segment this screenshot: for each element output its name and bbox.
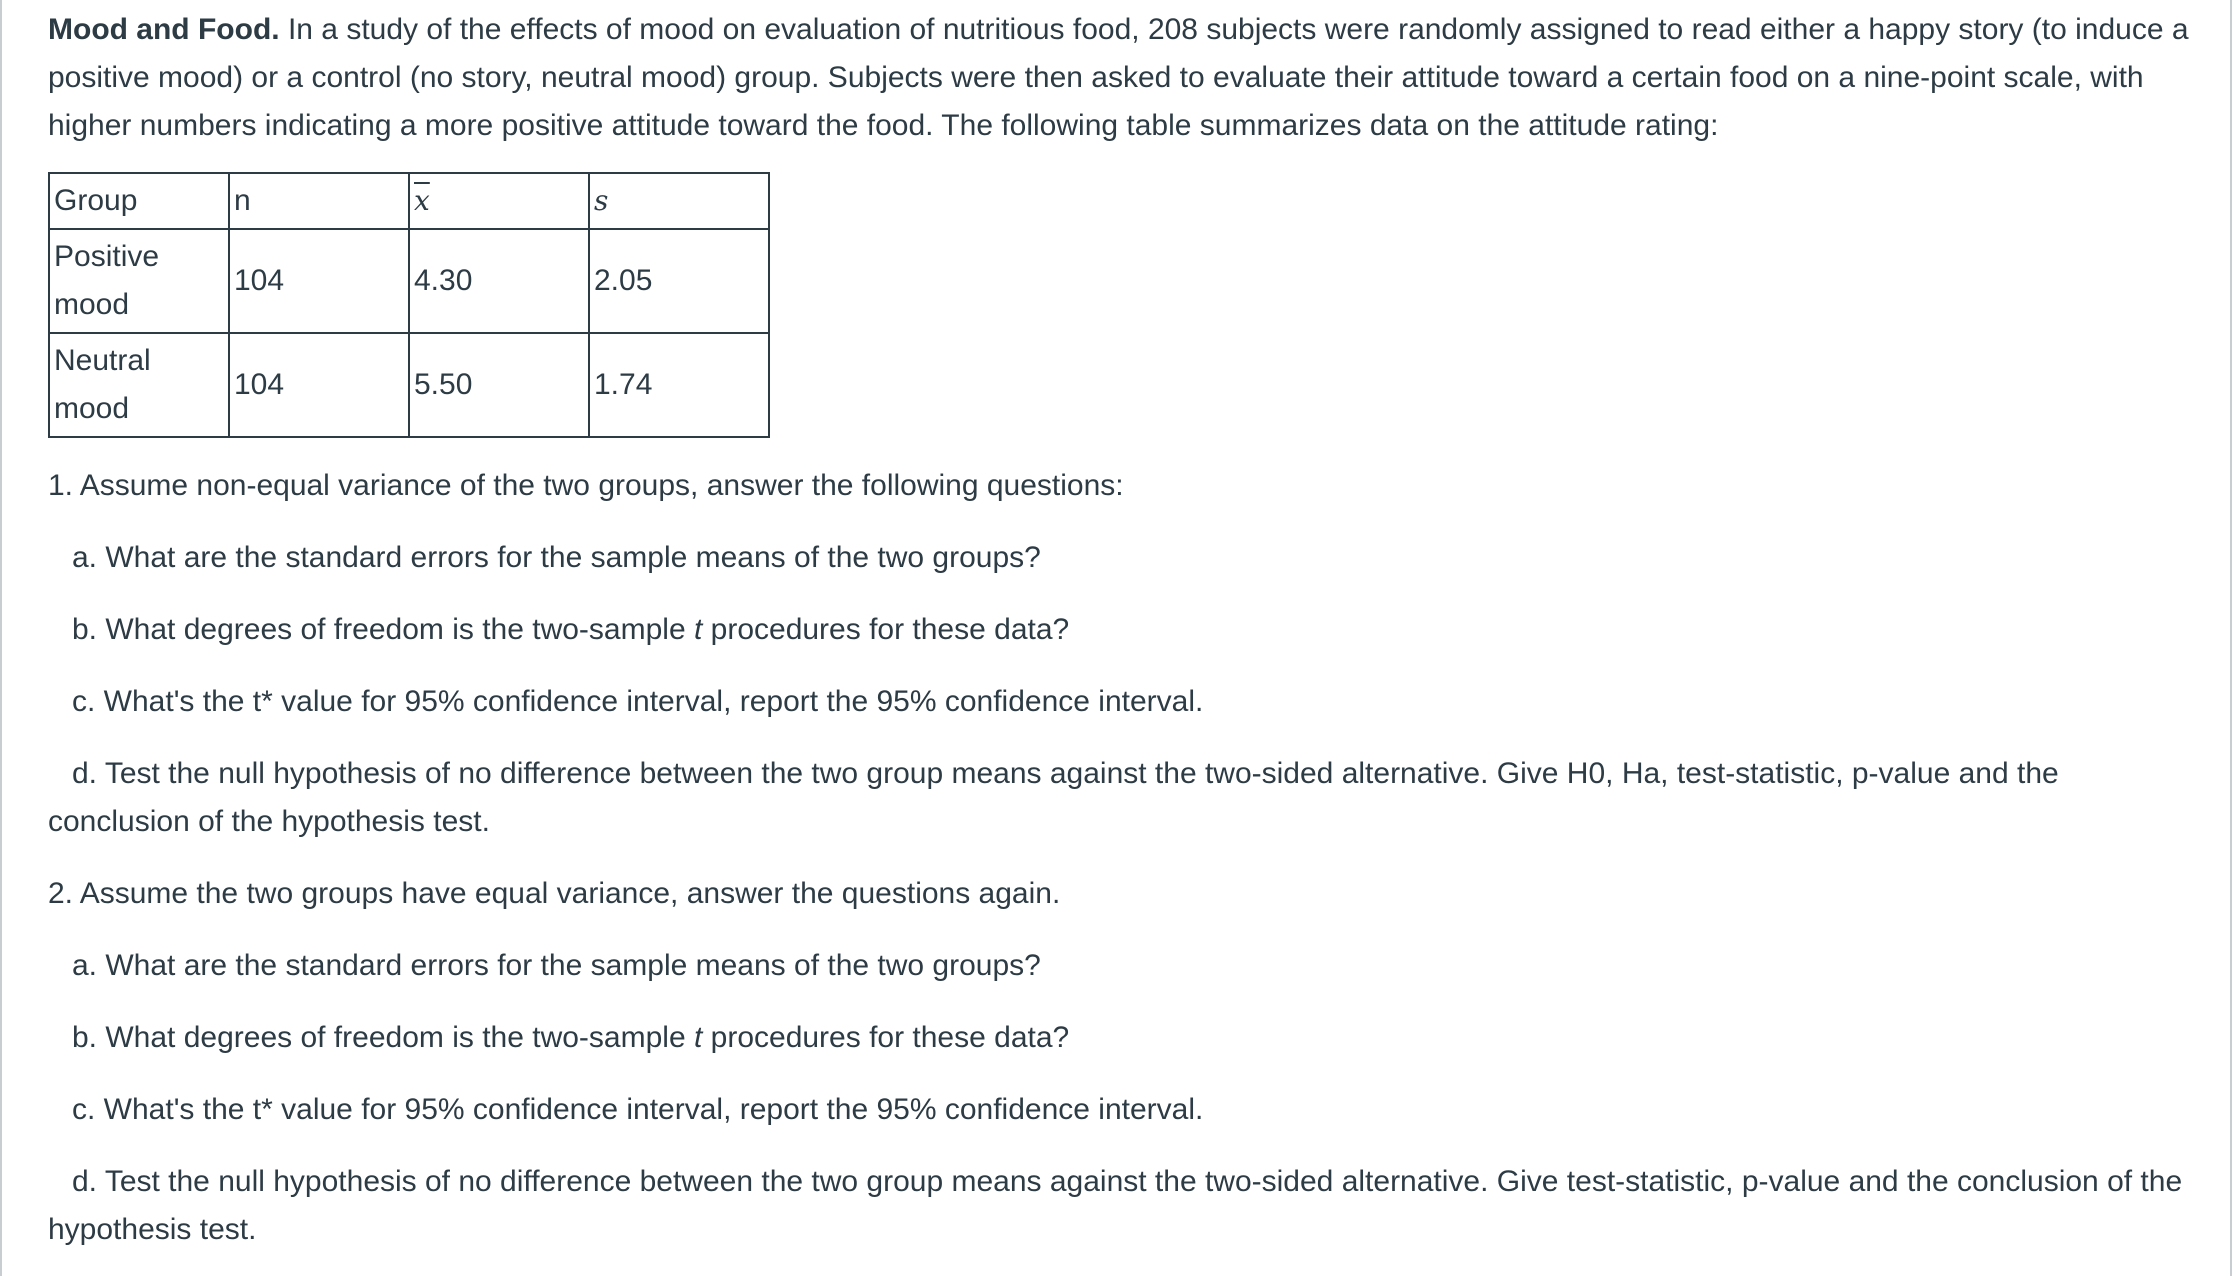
part2-question-a: a. What are the standard errors for the sample means of the two groups? (72, 949, 1041, 982)
part1-b-text-end: procedures for these data? (702, 613, 1070, 646)
part2-question-d: d. Test the null hypothesis of no difference between the two group means against the two-sided alternative. Give test-statistic, p-value and the conclusion of the hypothesis test. (48, 1165, 2183, 1246)
cell-mean: 4.30 (409, 229, 589, 333)
part1-b-text: b. What degrees of freedom is the two-sample (72, 613, 694, 646)
intro-paragraph (48, 6, 2198, 150)
part1-question-c: c. What's the t* value for 95% confidence interval, report the 95% confidence interval. (72, 685, 1204, 718)
part1-question-a: a. What are the standard errors for the sample means of the two groups? (72, 541, 1041, 574)
cell-n: 104 (229, 333, 409, 437)
intro-text: In a study of the effects of mood on evaluation of nutritious food, 208 subjects were randomly assigned to read either a happy story (to induce a positive mood) or a control (no story, neutral mood) group. Subjects were then asked to evaluate their attitude toward a certain food on a nine-point scale, with higher numbers indicating a more positive attitude toward the food. The following table summarizes data on the attitude rating: (48, 13, 2189, 142)
xbar-symbol: $\overline{x}$ (414, 184, 430, 217)
part2-question-b (48, 1014, 2198, 1062)
table-row (49, 229, 769, 333)
header-n: n (229, 173, 409, 229)
part1-question-d: d. Test the null hypothesis of no difference between the two group means against the two-sided alternative. Give H0, Ha, test-statistic, p-value and the conclusion of the hypothesis test. (48, 757, 2059, 838)
cell-sd: 2.05 (589, 229, 769, 333)
header-sd (589, 173, 769, 229)
part2-question-c: c. What's the t* value for 95% confidence interval, report the 95% confidence interval. (72, 1093, 1204, 1126)
cell-group: Neutral mood (49, 333, 229, 437)
s-symbol: s (594, 184, 609, 217)
table-header-row (49, 173, 769, 229)
header-mean (409, 173, 589, 229)
table-row (49, 333, 769, 437)
intro-title: Mood and Food. (48, 13, 280, 46)
summary-table (48, 172, 770, 438)
cell-n: 104 (229, 229, 409, 333)
part2-heading: 2. Assume the two groups have equal variance, answer the questions again. (48, 877, 1061, 910)
part2-b-text: b. What degrees of freedom is the two-sample (72, 1021, 694, 1054)
question-content (48, 6, 2198, 1254)
cell-mean: 5.50 (409, 333, 589, 437)
header-group: Group (49, 173, 229, 229)
part2-b-text-end: procedures for these data? (702, 1021, 1070, 1054)
t-variable: t (693, 613, 703, 646)
cell-sd: 1.74 (589, 333, 769, 437)
cell-group: Positive mood (49, 229, 229, 333)
part1-question-b (48, 606, 2198, 654)
part1-heading: 1. Assume non-equal variance of the two groups, answer the following questions: (48, 469, 1124, 502)
t-variable: t (693, 1021, 703, 1054)
